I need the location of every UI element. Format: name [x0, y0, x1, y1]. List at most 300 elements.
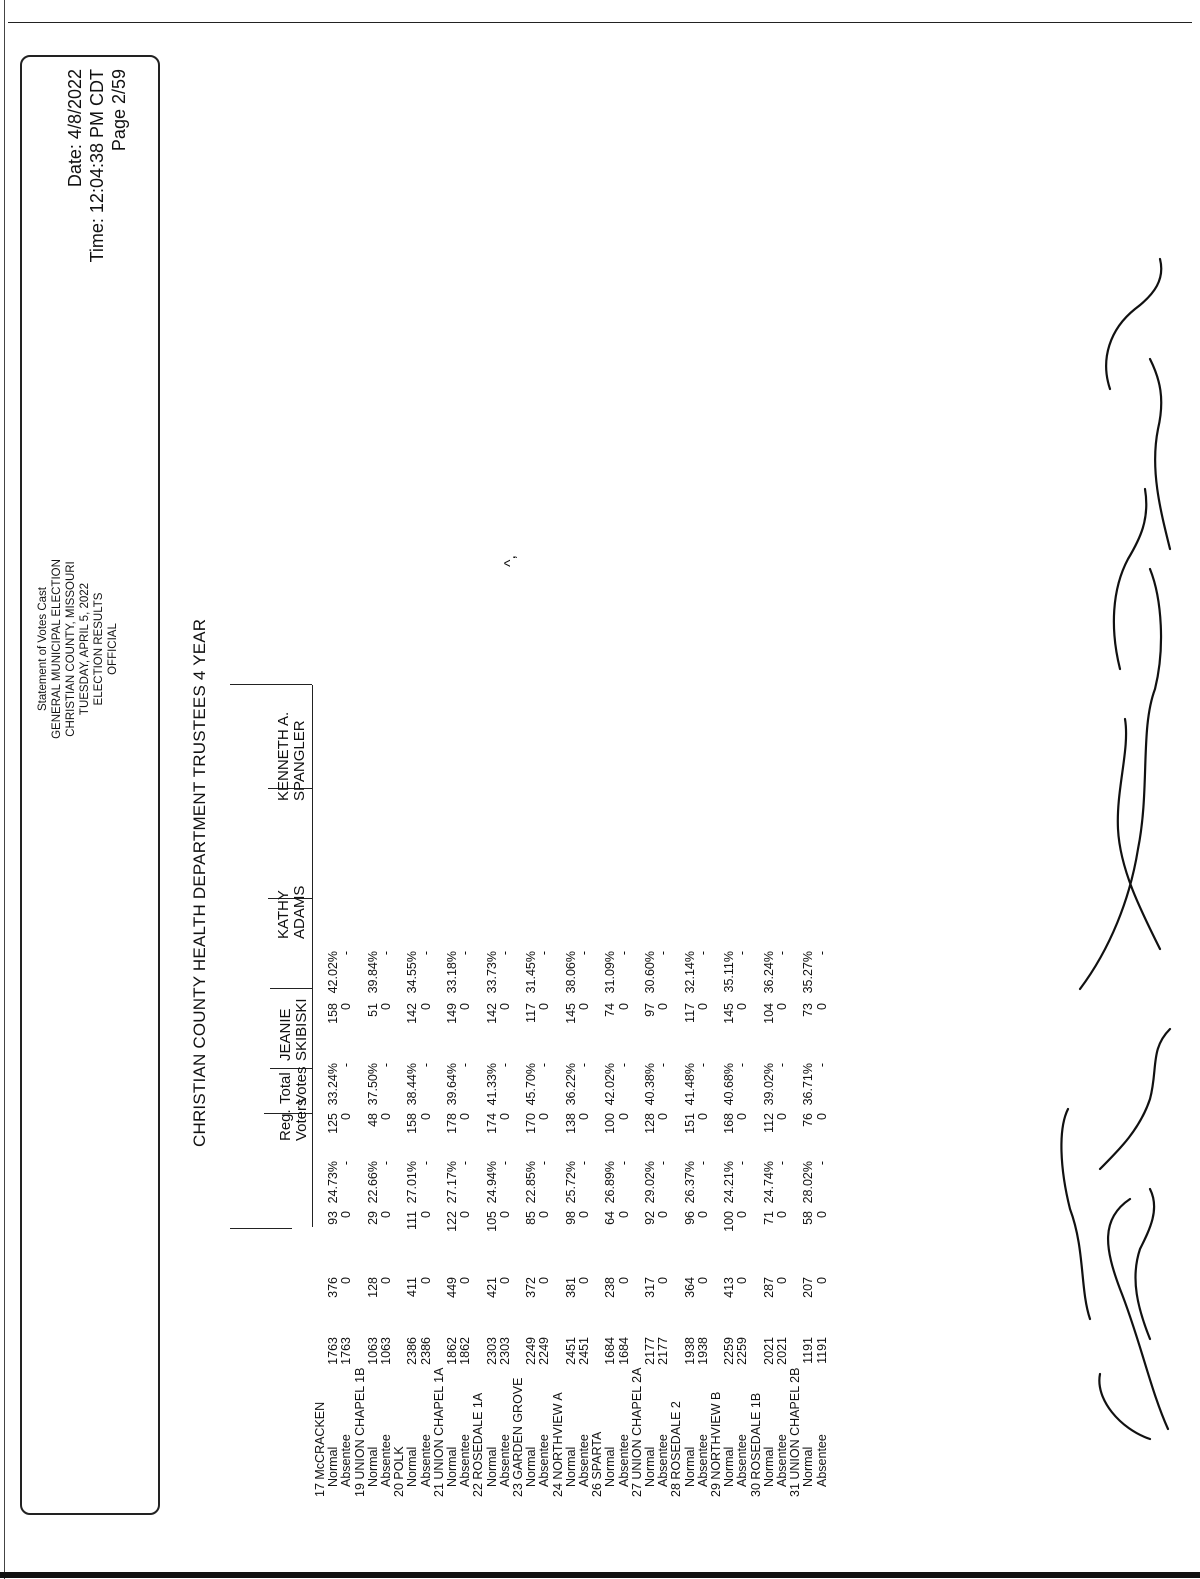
- total-votes-cell: 317: [643, 1277, 657, 1298]
- adams-votes-cell: 0: [814, 1113, 829, 1120]
- reg-voters-cell: 2451: [577, 1337, 591, 1365]
- adams-votes-cell: 0: [537, 1113, 552, 1120]
- spangler-votes-cell: 0: [577, 1003, 591, 1010]
- adams-pct-cell: 39.64%: [445, 1063, 459, 1106]
- skibiski-pct-cell: 24.73%: [326, 1161, 341, 1204]
- precinct-name: 26 SPARTA: [590, 1431, 605, 1497]
- spangler-pct-cell: -: [695, 951, 710, 956]
- spangler-votes-cell: 117: [524, 1003, 539, 1023]
- reg-voters-cell: 1684: [616, 1337, 631, 1365]
- spangler-votes-cell: 97: [643, 1003, 657, 1017]
- total-votes-cell: 381: [563, 1277, 578, 1298]
- adams-pct-cell: -: [735, 1063, 750, 1068]
- adams-votes-cell: 0: [418, 1113, 433, 1120]
- total-votes-cell: 0: [735, 1277, 750, 1284]
- skibiski-votes-cell: 122: [445, 1211, 459, 1232]
- skibiski-votes-cell: 0: [458, 1211, 473, 1218]
- spangler-pct-cell: -: [656, 951, 671, 956]
- spangler-votes-cell: 0: [418, 1003, 433, 1010]
- report-date: Date: 4/8/2022: [65, 69, 85, 188]
- adams-pct-cell: 45.70%: [524, 1063, 539, 1106]
- col-head-line: KENNETH A.: [275, 711, 292, 801]
- adams-votes-cell: 138: [563, 1113, 578, 1134]
- adams-votes-cell: 0: [458, 1113, 473, 1120]
- skibiski-votes-cell: 58: [801, 1211, 816, 1225]
- precinct-row: [591, 597, 604, 1497]
- total-votes-cell: 0: [497, 1277, 512, 1284]
- skibiski-votes-cell: 0: [775, 1211, 789, 1218]
- skibiski-votes-cell: 0: [537, 1211, 552, 1218]
- absentee-row: [736, 597, 749, 1497]
- spangler-votes-cell: 149: [445, 1003, 459, 1024]
- spangler-pct-cell: -: [379, 951, 393, 956]
- spangler-pct-cell: 39.84%: [365, 951, 380, 994]
- normal-row: [604, 597, 617, 1497]
- spangler-votes-cell: 145: [563, 1003, 578, 1024]
- reg-voters-cell: 1063: [365, 1337, 380, 1365]
- statement-line: OFFICIAL: [107, 623, 119, 675]
- row-label: Absentee: [577, 1434, 591, 1487]
- col-head-line: JEANIE: [277, 1008, 294, 1061]
- adams-pct-cell: -: [418, 1063, 433, 1068]
- skibiski-votes-cell: 0: [616, 1211, 631, 1218]
- total-votes-cell: 0: [616, 1277, 631, 1284]
- skibiski-pct-cell: -: [814, 1161, 829, 1166]
- adams-votes-cell: 100: [603, 1113, 618, 1134]
- spangler-votes-cell: 0: [339, 1003, 354, 1010]
- total-votes-cell: 207: [801, 1277, 816, 1298]
- adams-pct-cell: -: [537, 1063, 552, 1068]
- col-head-line: Reg.: [277, 1109, 294, 1141]
- spangler-pct-cell: 38.06%: [563, 951, 578, 994]
- normal-row: [406, 597, 419, 1497]
- skibiski-votes-cell: 64: [603, 1211, 618, 1225]
- adams-votes-cell: 0: [695, 1113, 710, 1120]
- statement-line: GENERAL MUNICIPAL ELECTION: [51, 559, 63, 739]
- spangler-pct-cell: 42.02%: [326, 951, 341, 994]
- precinct-row: [512, 597, 525, 1497]
- absentee-row: [816, 597, 829, 1497]
- skibiski-votes-cell: 0: [814, 1211, 829, 1218]
- reg-voters-cell: 2259: [722, 1337, 737, 1365]
- skibiski-votes-cell: 0: [497, 1211, 512, 1218]
- precinct-name: 23 GARDEN GROVE: [511, 1377, 525, 1497]
- spangler-votes-cell: 0: [458, 1003, 473, 1010]
- skibiski-pct-cell: -: [458, 1161, 473, 1166]
- reg-voters-cell: 2303: [497, 1337, 512, 1365]
- adams-votes-cell: 125: [326, 1113, 341, 1134]
- spangler-pct-cell: -: [497, 951, 512, 956]
- skibiski-votes-cell: 111: [405, 1211, 420, 1231]
- normal-row: [446, 597, 459, 1497]
- header-rule-right: [230, 684, 312, 685]
- adams-pct-cell: -: [814, 1063, 829, 1068]
- row-label: Normal: [801, 1446, 816, 1487]
- skibiski-votes-cell: 92: [643, 1211, 657, 1225]
- skibiski-pct-cell: 25.72%: [563, 1161, 578, 1204]
- spangler-pct-cell: -: [735, 951, 750, 956]
- spangler-pct-cell: 31.09%: [603, 951, 618, 994]
- reg-voters-cell: 2249: [537, 1337, 552, 1365]
- adams-votes-cell: 112: [761, 1113, 776, 1133]
- reg-voters-cell: 2386: [418, 1337, 433, 1365]
- spangler-votes-cell: 0: [656, 1003, 671, 1010]
- reg-voters-cell: 1763: [326, 1337, 341, 1365]
- normal-row: [723, 597, 736, 1497]
- precinct-row: [433, 597, 446, 1497]
- row-label: Normal: [643, 1446, 657, 1487]
- total-votes-cell: 449: [445, 1277, 459, 1298]
- reg-voters-cell: 2021: [775, 1337, 789, 1365]
- normal-row: [367, 597, 380, 1497]
- total-votes-cell: 0: [695, 1277, 710, 1284]
- total-votes-cell: 0: [379, 1277, 393, 1284]
- precinct-name: 22 ROSEDALE 1A: [471, 1392, 486, 1497]
- adams-pct-cell: 33.24%: [326, 1063, 341, 1106]
- adams-votes-cell: 48: [365, 1113, 380, 1127]
- spangler-votes-cell: 142: [405, 1003, 420, 1024]
- report-time: Time: 12:04:38 PM CDT: [87, 69, 107, 263]
- reg-voters-cell: 2249: [524, 1337, 539, 1365]
- skibiski-pct-cell: 26.37%: [682, 1161, 697, 1204]
- statement-line: CHRISTIAN COUNTY, MISSOURI: [65, 561, 77, 737]
- skibiski-votes-cell: 105: [484, 1211, 499, 1232]
- col-head-line: ADAMS: [291, 885, 308, 939]
- adams-pct-cell: 40.68%: [722, 1063, 737, 1106]
- statement-line: TUESDAY, APRIL 5, 2022: [79, 582, 91, 716]
- precinct-name: 19 UNION CHAPEL 1B: [352, 1367, 367, 1497]
- skibiski-pct-cell: 24.74%: [761, 1161, 776, 1204]
- spangler-votes-cell: 0: [537, 1003, 552, 1010]
- skibiski-votes-cell: 0: [418, 1211, 433, 1218]
- spangler-votes-cell: 74: [603, 1003, 618, 1017]
- precinct-row: [670, 597, 683, 1497]
- skibiski-pct-cell: 28.02%: [801, 1161, 816, 1204]
- row-label: Absentee: [695, 1434, 710, 1487]
- skibiski-pct-cell: -: [339, 1161, 354, 1166]
- normal-row: [525, 597, 538, 1497]
- spangler-pct-cell: -: [616, 951, 631, 956]
- spangler-pct-cell: 33.18%: [445, 951, 459, 994]
- precinct-row: [472, 597, 485, 1497]
- row-label: Absentee: [616, 1434, 631, 1487]
- adams-pct-cell: -: [497, 1063, 512, 1068]
- row-label: Normal: [365, 1446, 380, 1487]
- skibiski-votes-cell: 0: [695, 1211, 710, 1218]
- spangler-pct-cell: 32.14%: [682, 951, 697, 994]
- adams-pct-cell: 36.22%: [563, 1063, 578, 1106]
- precinct-row: [750, 597, 763, 1497]
- absentee-row: [538, 597, 551, 1497]
- row-label: Absentee: [814, 1434, 829, 1487]
- row-label: Normal: [722, 1446, 737, 1487]
- total-votes-cell: 372: [524, 1277, 539, 1298]
- col-head-spangler: [276, 712, 308, 801]
- skibiski-pct-cell: 27.17%: [445, 1161, 459, 1204]
- col-head-total-votes: [278, 1066, 310, 1104]
- absentee-row: [380, 597, 393, 1497]
- absentee-row: [578, 597, 591, 1497]
- spangler-pct-cell: 30.60%: [643, 951, 657, 994]
- reg-voters-cell: 1938: [682, 1337, 697, 1365]
- page-number: Page 2/59: [109, 69, 129, 152]
- spangler-votes-cell: 117: [682, 1003, 697, 1023]
- precinct-name: 31 UNION CHAPEL 2B: [788, 1367, 803, 1497]
- total-votes-cell: 413: [722, 1277, 737, 1298]
- total-votes-cell: 376: [326, 1277, 341, 1298]
- col-head-skibiski: [278, 998, 310, 1061]
- adams-votes-cell: 178: [445, 1113, 459, 1134]
- reg-voters-cell: 2386: [405, 1337, 420, 1365]
- adams-votes-cell: 0: [656, 1113, 671, 1120]
- row-label: Absentee: [537, 1434, 552, 1487]
- column-divider: [270, 988, 312, 989]
- reg-voters-cell: 1684: [603, 1337, 618, 1365]
- adams-pct-cell: 38.44%: [405, 1063, 420, 1106]
- skibiski-votes-cell: 0: [656, 1211, 671, 1218]
- absentee-row: [776, 597, 789, 1497]
- adams-votes-cell: 0: [735, 1113, 750, 1120]
- adams-votes-cell: 0: [339, 1113, 354, 1120]
- adams-votes-cell: 76: [801, 1113, 816, 1127]
- precinct-row: [552, 597, 565, 1497]
- skibiski-pct-cell: -: [775, 1161, 789, 1166]
- precinct-row: [789, 597, 802, 1497]
- adams-votes-cell: 158: [405, 1113, 420, 1134]
- reg-voters-cell: 2451: [563, 1337, 578, 1365]
- skibiski-pct-cell: -: [577, 1161, 591, 1166]
- row-label: Normal: [326, 1446, 341, 1487]
- spangler-pct-cell: -: [537, 951, 552, 956]
- total-votes-cell: 0: [458, 1277, 473, 1284]
- spangler-votes-cell: 145: [722, 1003, 737, 1024]
- precinct-name: 17 McCRACKEN: [313, 1401, 327, 1497]
- spangler-votes-cell: 104: [761, 1003, 776, 1024]
- spangler-votes-cell: 0: [616, 1003, 631, 1010]
- skibiski-pct-cell: -: [695, 1161, 710, 1166]
- header-rule-left: [230, 1228, 292, 1229]
- col-head-line: Votes: [293, 1066, 310, 1104]
- row-label: Normal: [563, 1446, 578, 1487]
- reg-voters-cell: 1063: [379, 1337, 393, 1365]
- adams-pct-cell: 41.33%: [484, 1063, 499, 1106]
- skibiski-pct-cell: 27.01%: [405, 1161, 420, 1204]
- absentee-row: [420, 597, 433, 1497]
- row-label: Normal: [761, 1446, 776, 1487]
- total-votes-cell: 0: [537, 1277, 552, 1284]
- normal-row: [763, 597, 776, 1497]
- col-head-reg-voters: [278, 1098, 310, 1141]
- adams-votes-cell: 0: [577, 1113, 591, 1120]
- reg-voters-cell: 1191: [814, 1337, 829, 1364]
- adams-votes-cell: 0: [497, 1113, 512, 1120]
- row-label: Normal: [405, 1446, 420, 1487]
- total-votes-cell: 0: [418, 1277, 433, 1284]
- row-label: Normal: [682, 1446, 697, 1487]
- total-votes-cell: 0: [775, 1277, 789, 1284]
- col-head-line: SPANGLER: [291, 720, 308, 801]
- absentee-row: [618, 597, 631, 1497]
- spangler-pct-cell: -: [814, 951, 829, 956]
- col-head-line: Voters: [293, 1098, 310, 1141]
- total-votes-cell: 364: [682, 1277, 697, 1298]
- skibiski-pct-cell: -: [656, 1161, 671, 1166]
- normal-row: [486, 597, 499, 1497]
- row-label: Absentee: [418, 1434, 433, 1487]
- skibiski-pct-cell: 24.94%: [484, 1161, 499, 1204]
- reg-voters-cell: 2177: [656, 1337, 671, 1365]
- precinct-name: 24 NORTHVIEW A: [550, 1392, 565, 1497]
- spangler-votes-cell: 158: [326, 1003, 341, 1024]
- skibiski-votes-cell: 0: [577, 1211, 591, 1218]
- adams-pct-cell: -: [577, 1063, 591, 1068]
- normal-row: [684, 597, 697, 1497]
- skibiski-votes-cell: 0: [379, 1211, 393, 1218]
- spangler-pct-cell: -: [458, 951, 473, 956]
- adams-votes-cell: 174: [484, 1113, 499, 1134]
- spangler-pct-cell: 33.73%: [484, 951, 499, 994]
- normal-row: [565, 597, 578, 1497]
- total-votes-cell: 238: [603, 1277, 618, 1298]
- precinct-row: [710, 597, 723, 1497]
- handwritten-signatures: [1000, 0, 1200, 1549]
- reg-voters-cell: 2177: [643, 1337, 657, 1365]
- reg-voters-cell: 1862: [445, 1337, 459, 1365]
- spangler-pct-cell: -: [418, 951, 433, 956]
- skibiski-pct-cell: 26.89%: [603, 1161, 618, 1204]
- precinct-name: 20 POLK: [392, 1446, 407, 1497]
- skibiski-pct-cell: 22.66%: [365, 1161, 380, 1204]
- spangler-votes-cell: 0: [695, 1003, 710, 1010]
- reg-voters-cell: 1763: [339, 1337, 354, 1365]
- skibiski-votes-cell: 0: [339, 1211, 354, 1218]
- precinct-name: 29 NORTHVIEW B: [709, 1391, 723, 1497]
- skibiski-pct-cell: 24.21%: [722, 1161, 737, 1204]
- statement-line: Statement of Votes Cast: [37, 587, 49, 712]
- row-label: Normal: [524, 1446, 539, 1487]
- precinct-row: [631, 597, 644, 1497]
- row-label: Normal: [484, 1446, 499, 1487]
- stray-mark: ^,: [502, 555, 519, 567]
- row-label: Absentee: [458, 1434, 473, 1487]
- spangler-pct-cell: 35.27%: [801, 951, 816, 994]
- spangler-pct-cell: 35.11%: [722, 951, 737, 993]
- skibiski-pct-cell: -: [735, 1161, 750, 1166]
- precinct-row: [393, 597, 406, 1497]
- adams-pct-cell: 36.71%: [801, 1063, 816, 1106]
- row-label: Absentee: [379, 1434, 393, 1487]
- precinct-name: 28 ROSEDALE 2: [669, 1401, 684, 1497]
- precinct-name: 27 UNION CHAPEL 2A: [629, 1367, 644, 1497]
- adams-pct-cell: 39.02%: [761, 1063, 776, 1106]
- spangler-votes-cell: 0: [497, 1003, 512, 1010]
- adams-pct-cell: -: [775, 1063, 789, 1068]
- absentee-row: [697, 597, 710, 1497]
- absentee-row: [657, 597, 670, 1497]
- results-table: [312, 597, 1072, 1497]
- skibiski-votes-cell: 71: [761, 1211, 776, 1225]
- adams-pct-cell: -: [339, 1063, 354, 1068]
- skibiski-votes-cell: 93: [326, 1211, 341, 1225]
- total-votes-cell: 128: [365, 1277, 380, 1298]
- statement-header: [36, 499, 120, 799]
- reg-voters-cell: 1938: [695, 1337, 710, 1365]
- reg-voters-cell: 1862: [458, 1337, 473, 1365]
- total-votes-cell: 287: [761, 1277, 776, 1298]
- precinct-row: [354, 597, 367, 1497]
- skibiski-pct-cell: -: [616, 1161, 631, 1166]
- spangler-pct-cell: 34.55%: [405, 951, 420, 994]
- col-head-adams: [276, 886, 308, 939]
- spangler-pct-cell: -: [339, 951, 354, 956]
- adams-pct-cell: -: [379, 1063, 393, 1068]
- skibiski-votes-cell: 85: [524, 1211, 539, 1225]
- row-label: Absentee: [656, 1434, 671, 1487]
- absentee-row: [499, 597, 512, 1497]
- adams-pct-cell: 37.50%: [365, 1063, 380, 1106]
- total-votes-cell: 0: [577, 1277, 591, 1284]
- skibiski-pct-cell: 22.85%: [524, 1161, 539, 1204]
- spangler-votes-cell: 0: [735, 1003, 750, 1010]
- adams-votes-cell: 0: [379, 1113, 393, 1120]
- precinct-name: 21 UNION CHAPEL 1A: [431, 1367, 446, 1497]
- adams-pct-cell: 42.02%: [603, 1063, 618, 1106]
- skibiski-votes-cell: 0: [735, 1211, 750, 1218]
- adams-pct-cell: -: [656, 1063, 671, 1068]
- adams-votes-cell: 168: [722, 1113, 737, 1134]
- spangler-pct-cell: -: [775, 951, 789, 956]
- adams-pct-cell: -: [458, 1063, 473, 1068]
- normal-row: [802, 597, 815, 1497]
- spangler-votes-cell: 0: [814, 1003, 829, 1010]
- total-votes-cell: 421: [484, 1277, 499, 1298]
- absentee-row: [459, 597, 472, 1497]
- precinct-row: [314, 597, 327, 1497]
- spangler-votes-cell: 0: [379, 1003, 393, 1010]
- adams-pct-cell: -: [695, 1063, 710, 1068]
- reg-voters-cell: 1191: [801, 1337, 816, 1364]
- total-votes-cell: 0: [339, 1277, 354, 1284]
- skibiski-votes-cell: 98: [563, 1211, 578, 1225]
- row-label: Absentee: [497, 1434, 512, 1487]
- adams-votes-cell: 0: [775, 1113, 789, 1120]
- row-label: Absentee: [735, 1434, 750, 1487]
- adams-pct-cell: 40.38%: [643, 1063, 657, 1106]
- reg-voters-cell: 2303: [484, 1337, 499, 1365]
- total-votes-cell: 0: [814, 1277, 829, 1284]
- adams-votes-cell: 151: [682, 1113, 697, 1134]
- normal-row: [327, 597, 340, 1497]
- row-label: Normal: [603, 1446, 618, 1487]
- adams-pct-cell: -: [616, 1063, 631, 1068]
- adams-votes-cell: 170: [524, 1113, 539, 1134]
- statement-line: ELECTION RESULTS: [93, 592, 105, 706]
- total-votes-cell: 411: [405, 1277, 420, 1297]
- skibiski-votes-cell: 29: [365, 1211, 380, 1225]
- skibiski-votes-cell: 96: [682, 1211, 697, 1225]
- precinct-name: 30 ROSEDALE 1B: [748, 1392, 763, 1497]
- spangler-votes-cell: 142: [484, 1003, 499, 1024]
- row-label: Normal: [445, 1446, 459, 1487]
- spangler-votes-cell: 0: [775, 1003, 789, 1010]
- spangler-votes-cell: 51: [365, 1003, 380, 1017]
- spangler-votes-cell: 73: [801, 1003, 816, 1017]
- spangler-pct-cell: 36.24%: [761, 951, 776, 994]
- spangler-pct-cell: -: [577, 951, 591, 956]
- skibiski-pct-cell: -: [418, 1161, 433, 1166]
- reg-voters-cell: 2021: [761, 1337, 776, 1365]
- adams-votes-cell: 0: [616, 1113, 631, 1120]
